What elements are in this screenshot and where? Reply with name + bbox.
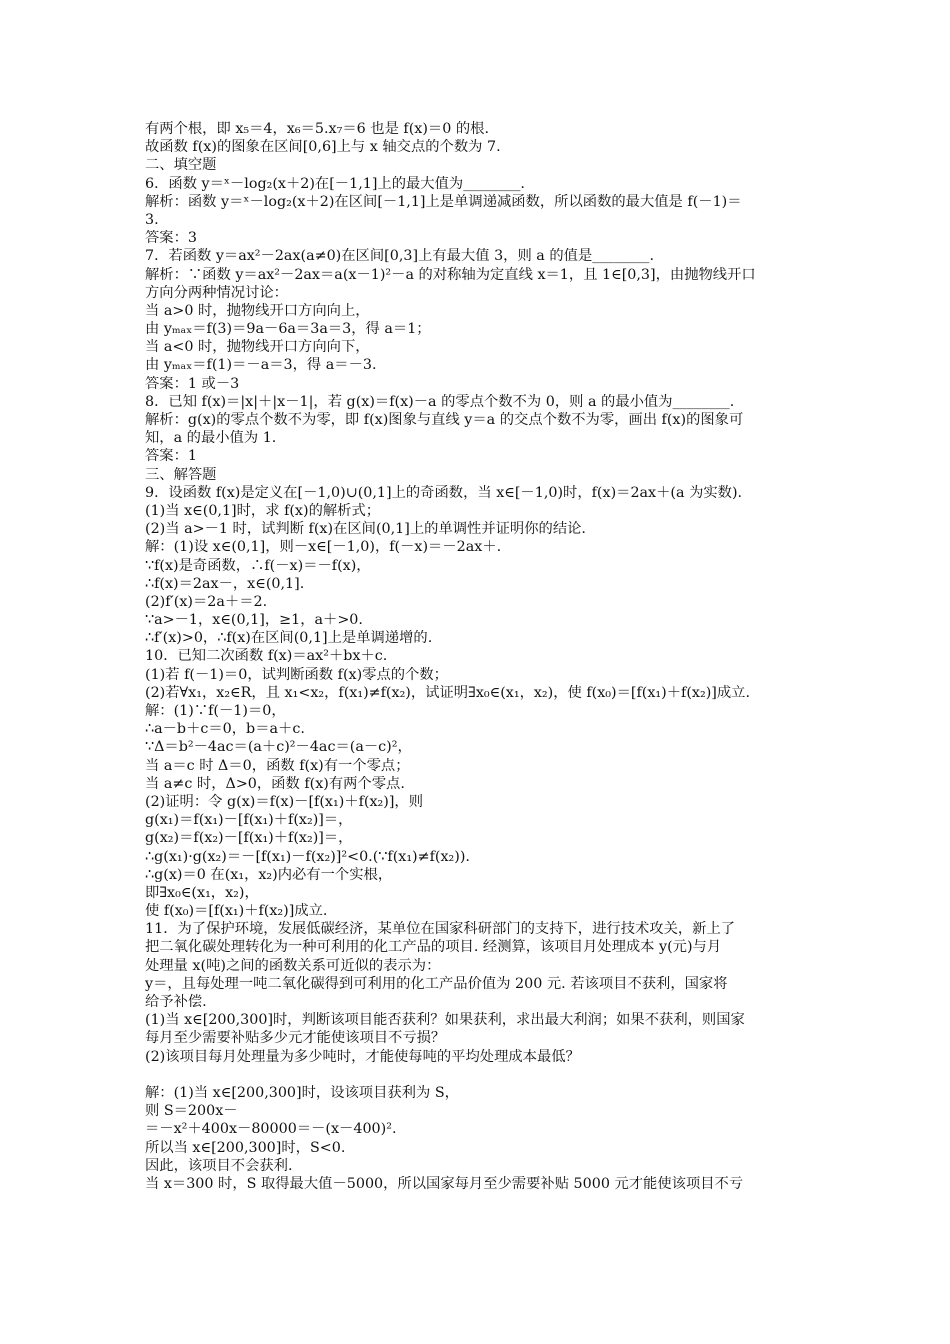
text-line: 6．函数 y＝ˣ－log₂(x＋2)在[－1,1]上的最大值为________. (145, 175, 525, 192)
text-line: ∵Δ＝b²－4ac＝(a＋c)²－4ac＝(a－c)²， (145, 739, 412, 756)
text-line: (1)当 x∈(0,1]时，求 f(x)的解析式； (145, 502, 381, 519)
text-line: (2)证明：令 g(x)＝f(x)－[f(x₁)＋f(x₂)]，则 (145, 793, 423, 810)
text-line: 故函数 f(x)的图象在区间[0,6]上与 x 轴交点的个数为 7. (145, 139, 501, 156)
text-line: (2)若∀x₁，x₂∈R，且 x₁<x₂，f(x₁)≠f(x₂)，试证明∃x₀∈(x₁，x₂)，使 f(x₀)＝[f(x₁)＋f(x₂)]成立. (145, 684, 750, 701)
text-line: 9．设函数 f(x)是定义在[－1,0)∪(0,1]上的奇函数，当 x∈[－1,0)时，f(x)＝2ax＋(a 为实数). (145, 484, 743, 501)
text-line: 当 a＝c 时 Δ＝0，函数 f(x)有一个零点； (145, 757, 410, 774)
text-line: g(x₁)＝f(x₁)－[f(x₁)＋f(x₂)]＝， (145, 812, 353, 829)
text-line: 7．若函数 y＝ax²－2ax(a≠0)在区间[0,3]上有最大值 3，则 a 的值是________. (145, 248, 654, 265)
text-line: 方向分两种情况讨论： (145, 284, 288, 301)
text-line: 3. (145, 211, 159, 228)
text-line: ∴g(x₁)·g(x₂)＝－[f(x₁)－f(x₂)]²<0.(∵f(x₁)≠f(x₂)). (145, 848, 470, 865)
text-line: 10．已知二次函数 f(x)＝ax²＋bx＋c. (145, 648, 388, 665)
text-line: 解：(1)当 x∈[200,300]时，设该项目获利为 S， (145, 1084, 459, 1101)
text-line: 由 yₘₐₓ＝f(3)＝9a－6a＝3a＝3，得 a＝1； (145, 321, 431, 338)
text-line: 当 a≠c 时，Δ>0，函数 f(x)有两个零点. (145, 775, 405, 792)
text-line: 11．为了保护环境，发展低碳经济，某单位在国家科研部门的支持下，进行技术攻关，新上了 (145, 921, 736, 938)
text-line: 当 a<0 时，抛物线开口方向向下， (145, 339, 370, 356)
text-line: ∴a－b＋c＝0，b＝a＋c. (145, 721, 305, 738)
text-line: 三、解答题 (145, 466, 217, 483)
text-line: 即∃x₀∈(x₁，x₂)， (145, 884, 259, 901)
text-line: 所以当 x∈[200,300]时，S<0. (145, 1139, 346, 1156)
text-line: (2)当 a>－1 时，试判断 f(x)在区间(0,1]上的单调性并证明你的结论. (145, 521, 586, 538)
text-line: 答案：3 (145, 230, 197, 247)
text-line: 解：(1)设 x∈(0,1]，则－x∈[－1,0)，f(－x)＝－2ax＋. (145, 539, 502, 556)
text-line (145, 1066, 815, 1084)
text-line: 解：(1)∵f(－1)＝0， (145, 703, 286, 719)
text-line: 因此，该项目不会获利. (145, 1157, 293, 1174)
text-line: 当 x＝300 时，S 取得最大值－5000，所以国家每月至少需要补贴 5000 元才能使该项目不亏 (145, 1175, 744, 1192)
text-line: 8．已知 f(x)＝|x|＋|x－1|，若 g(x)＝f(x)－a 的零点个数不为 0，则 a 的最小值为________. (145, 393, 735, 410)
text-line: ∴f′(x)>0，∴f(x)在区间(0,1]上是单调递增的. (145, 630, 433, 647)
text-line: g(x₂)＝f(x₂)－[f(x₁)＋f(x₂)]＝， (145, 830, 353, 847)
text-line: 处理量 x(吨)之间的函数关系可近似的表示为： (145, 957, 441, 974)
text-line: 解析：函数 y＝ˣ－log₂(x＋2)在区间[－1,1]上是单调递减函数，所以函数的最大值是 f(－1)＝ (145, 193, 742, 210)
text-line: (2)该项目每月处理量为多少吨时，才能使每吨的平均处理成本最低？ (145, 1048, 580, 1065)
text-line: 每月至少需要补贴多少元才能使该项目不亏损？ (145, 1030, 446, 1047)
text-line: y＝，且每处理一吨二氧化碳得到可利用的化工产品价值为 200 元. 若该项目不获利，国家将 (145, 975, 728, 992)
text-line: 把二氧化碳处理转化为一种可利用的化工产品的项目. 经测算，该项目月处理成本 y(元)与月 (145, 939, 722, 956)
text-line: ∴g(x)＝0 在(x₁，x₂)内必有一个实根， (145, 866, 393, 883)
text-line: 解析：g(x)的零点个数不为零，即 f(x)图象与直线 y＝a 的交点个数不为零，画出 f(x)的图象可 (145, 412, 744, 428)
text-line: 二、填空题 (145, 157, 217, 174)
text-line: 答案：1 或－3 (145, 375, 240, 392)
text-line: ∵f(x)是奇函数，∴f(－x)＝－f(x)， (145, 557, 371, 574)
text-line: 知，a 的最小值为 1. (145, 430, 277, 447)
text-line: (2)f′(x)＝2a＋＝2. (145, 593, 268, 610)
text-line: 使 f(x₀)＝[f(x₁)＋f(x₂)]成立. (145, 903, 328, 920)
text-line: 答案：1 (145, 448, 197, 465)
document-page (145, 120, 815, 1193)
text-line: 由 yₘₐₓ＝f(1)＝－a＝3，得 a＝－3. (145, 357, 377, 374)
text-line: ∵a>－1，x∈(0,1]，≥1，a＋>0. (145, 612, 363, 629)
text-line: 则 S＝200x－ (145, 1103, 238, 1120)
text-line: ＝－x²＋400x－80000＝－(x－400)². (145, 1121, 397, 1138)
text-line: 有两个根，即 x₅＝4，x₆＝5.x₇＝6 也是 f(x)＝0 的根. (145, 121, 489, 137)
text-line: 当 a>0 时，抛物线开口方向向上， (145, 302, 370, 319)
text-line: 解析：∵函数 y＝ax²－2ax＝a(x－1)²－a 的对称轴为定直线 x＝1，且 1∈[0,3]，由抛物线开口 (145, 266, 756, 283)
text-line: (1)当 x∈[200,300]时，判断该项目能否获利？如果获利，求出最大利润；如果不获利，则国家 (145, 1012, 745, 1029)
text-line: 给予补偿. (145, 994, 207, 1010)
text-line: ∴f(x)＝2ax－，x∈(0,1]. (145, 575, 305, 592)
text-line: (1)若 f(－1)＝0，试判断函数 f(x)零点的个数； (145, 666, 448, 683)
